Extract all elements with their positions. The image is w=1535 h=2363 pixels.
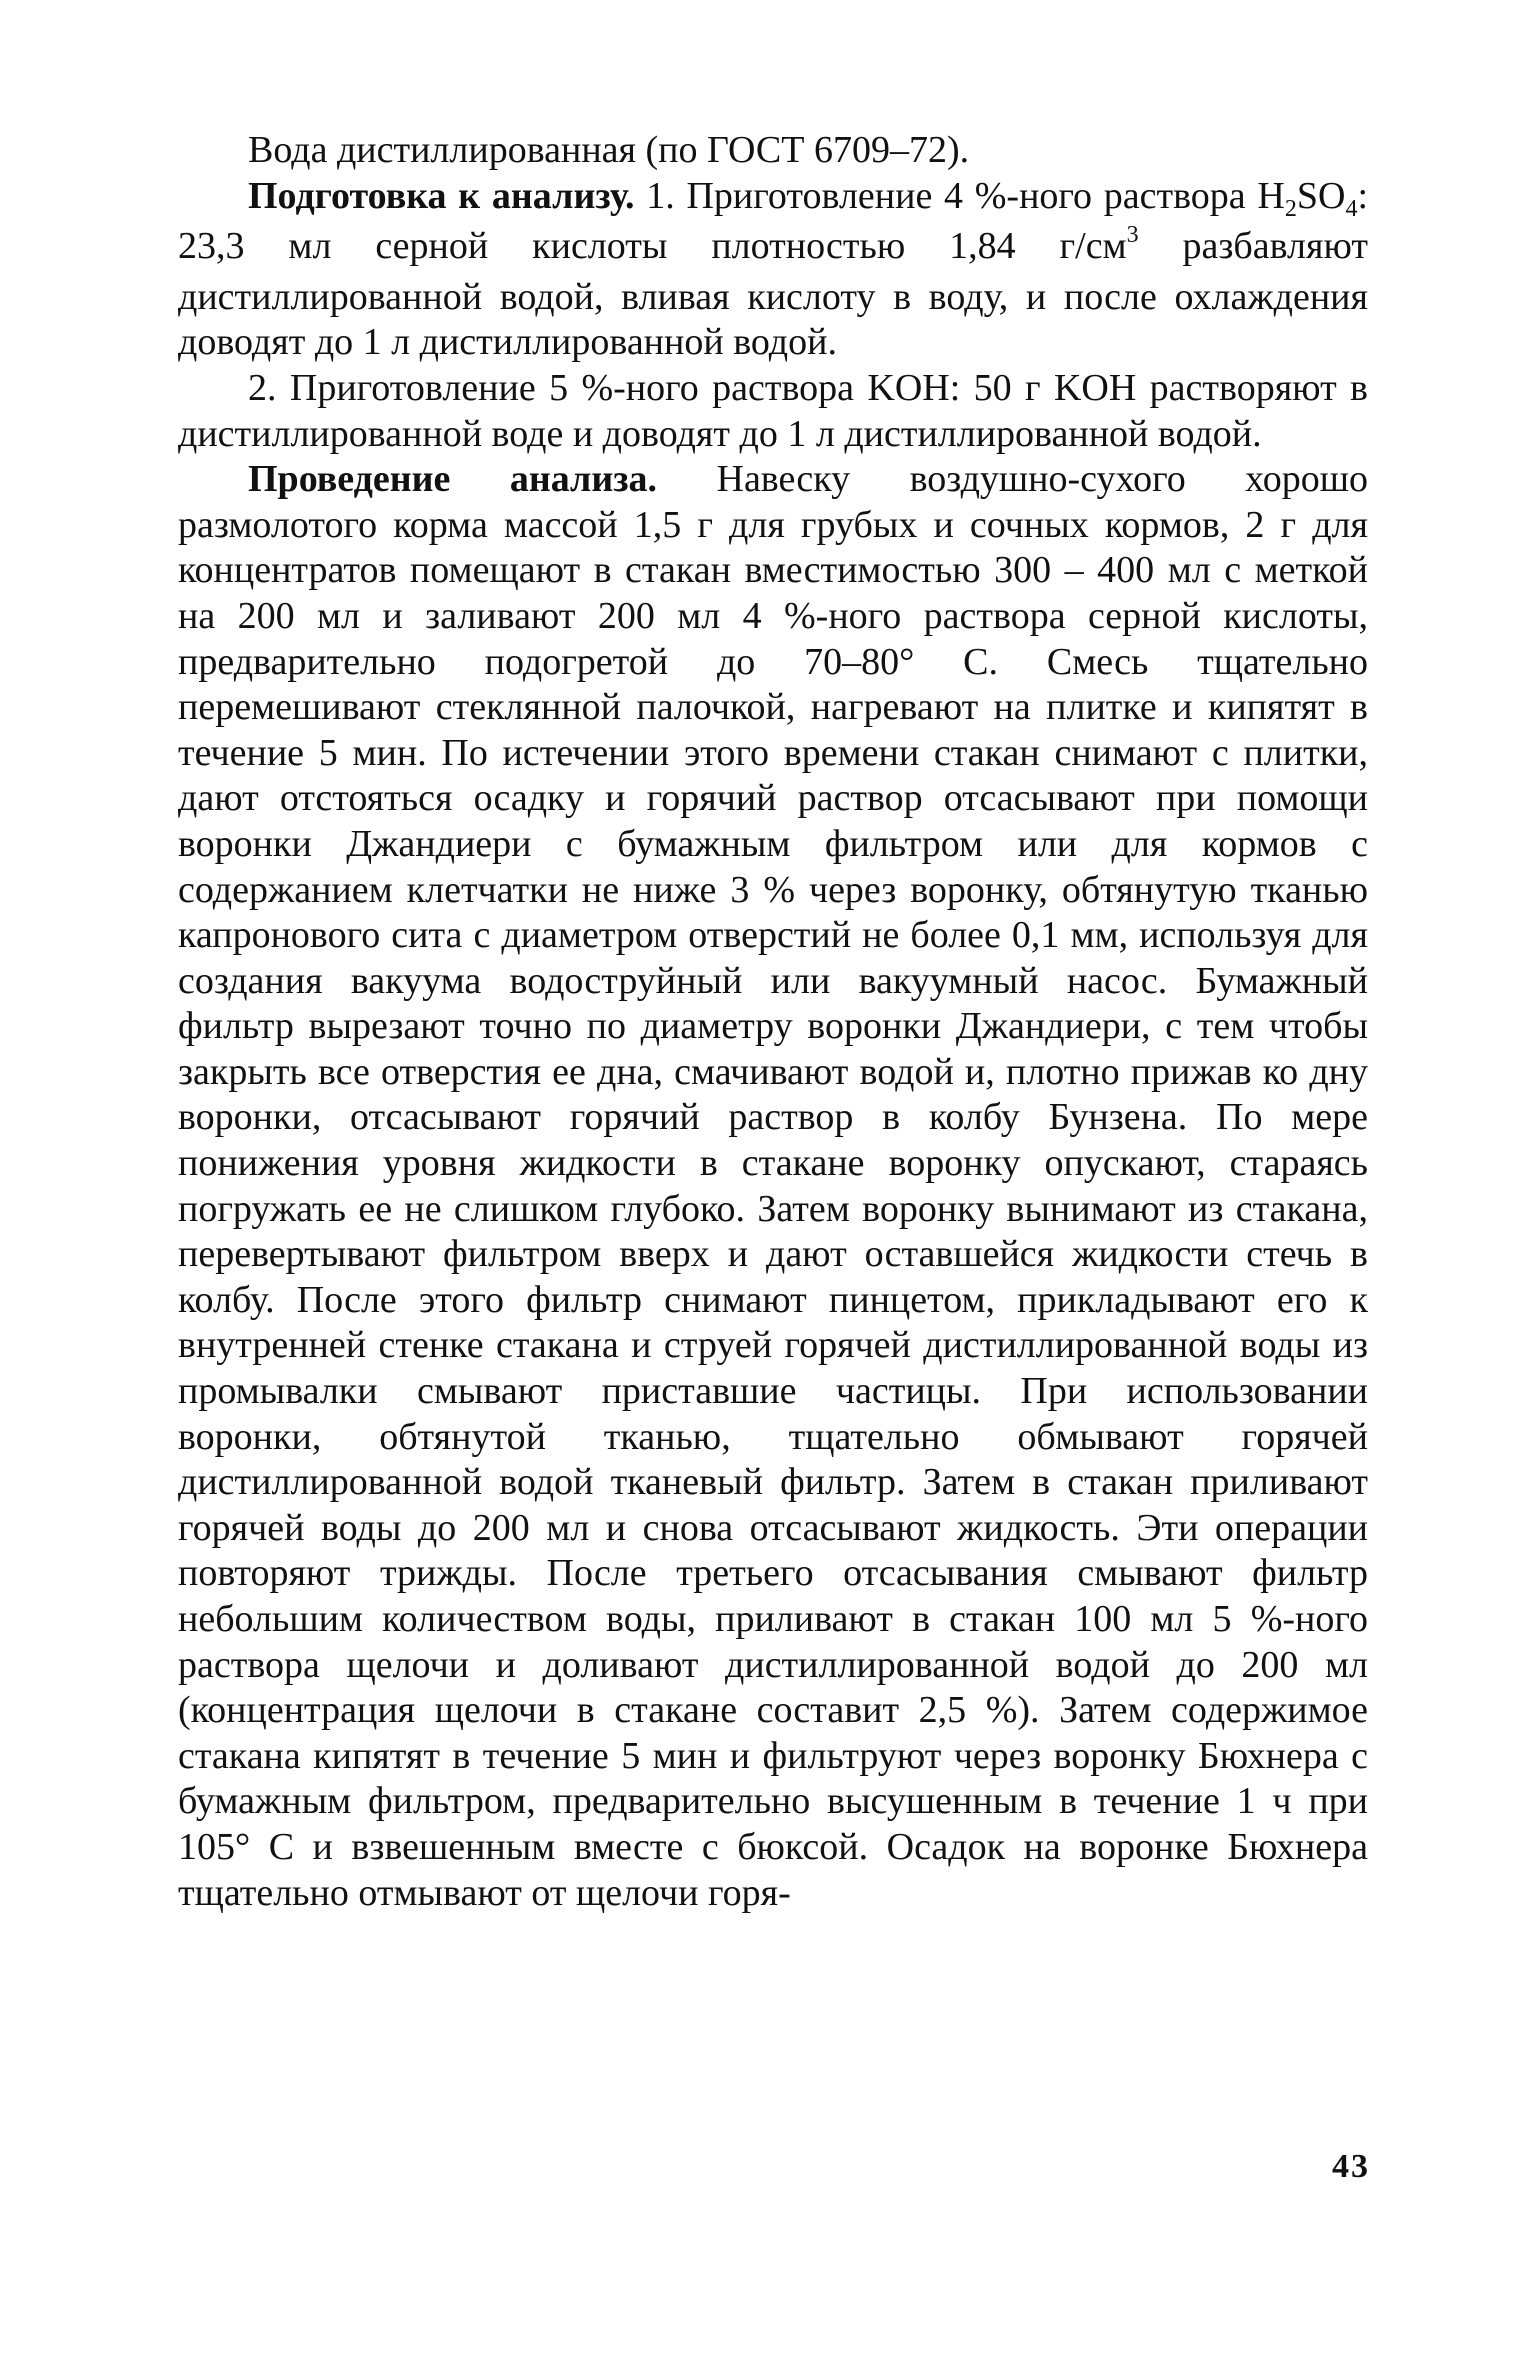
preparation-step2-text: 2. Приготовление 5 %-ного раствора KOH: 50 г KOH растворяют в дистиллированной воде и доводят до 1 л дистиллированной водой. (178, 366, 1368, 455)
paragraph-analysis (178, 457, 1368, 1916)
paragraph-preparation (178, 174, 1368, 366)
formula-so: SO (1296, 174, 1346, 217)
preparation-step1-body: : 23,3 мл серной кислоты плотностью 1,84 г/см (178, 174, 1368, 268)
page-body (178, 128, 1368, 1916)
preparation-heading: Подготовка к анализу. (248, 174, 635, 217)
page-number: 43 (1332, 2148, 1370, 2185)
formula-so-subscript: 4 (1345, 195, 1358, 222)
formula-h: H (1257, 174, 1285, 217)
unit-cm-superscript: 3 (1126, 222, 1139, 249)
paragraph-preparation-step2 (178, 366, 1368, 457)
analysis-heading: Проведение анализа. (248, 458, 658, 501)
preparation-step1-intro: 1. Приготовление 4 %-ного раствора (634, 174, 1258, 217)
preparation-step1-end: разбавляют дистиллированной водой, вливая кислоту в воду, и после охлаждения доводят до 1 л дистиллированной водой. (178, 225, 1368, 364)
paragraph-water (178, 128, 1368, 174)
water-text: Вода дистиллированная (по ГОСТ 6709–72). (248, 129, 970, 171)
formula-h-subscript: 2 (1284, 195, 1297, 222)
analysis-body: Навеску воздушно-сухого хорошо размолотого корма массой 1,5 г для грубых и сочных кормов, 2 г для концентратов помещают в стакан вместимостью 300 – 400 мл с меткой на 200 мл и заливают 200 мл 4 %-ного раствора серной кислоты, предварительно подогретой до 70–80° С. Смесь тщательно перемешивают стеклянной палочкой, нагревают на плитке и кипятят в течение 5 мин. По истечении этого времени стакан снимают с плитки, дают отстояться осадку и горячий раствор отсасывают при помощи воронки Джандиери с бумажным фильтром или для кормов с содержанием клетчатки не ниже 3 % через воронку, обтянутую тканью капронового сита с диаметром отверстий не более 0,1 мм, используя для создания вакуума водоструйный или вакуумный насос. Бумажный фильтр вырезают точно по диаметру воронки Джандиери, с тем чтобы закрыть все отверстия ее дна, смачивают водой и, плотно прижав ко дну воронки, отсасывают горячий раствор в колбу Бунзена. По мере понижения уровня жидкости в стакане воронку опускают, стараясь погружать ее не слишком глубоко. Затем воронку вынимают из стакана, перевертывают фильтром вверх и дают оставшейся жидкости стечь в колбу. После этого фильтр снимают пинцетом, прикладывают его к внутренней стенке стакана и струей горячей дистиллированной воды из промывалки смывают приставшие частицы. При использовании воронки, обтянутой тканью, тщательно обмывают горячей дистиллированной водой тканевый фильтр. Затем в стакан приливают горячей воды до 200 мл и снова отсасывают жидкость. Эти операции повторяют трижды. После третьего отсасывания смывают фильтр небольшим количеством воды, приливают в стакан 100 мл 5 %-ного раствора щелочи и доливают дистиллированной водой до 200 мл (концентрация щелочи в стакане составит 2,5 %). Затем содержимое стакана кипятят в течение 5 мин и фильтруют через воронку Бюхнера с бумажным фильтром, предварительно высушенным в течение 1 ч при 105° С и взвешенным вместе с бюксой. Осадок на воронке Бюхнера тщательно отмывают от щелочи горя- (178, 458, 1368, 1914)
